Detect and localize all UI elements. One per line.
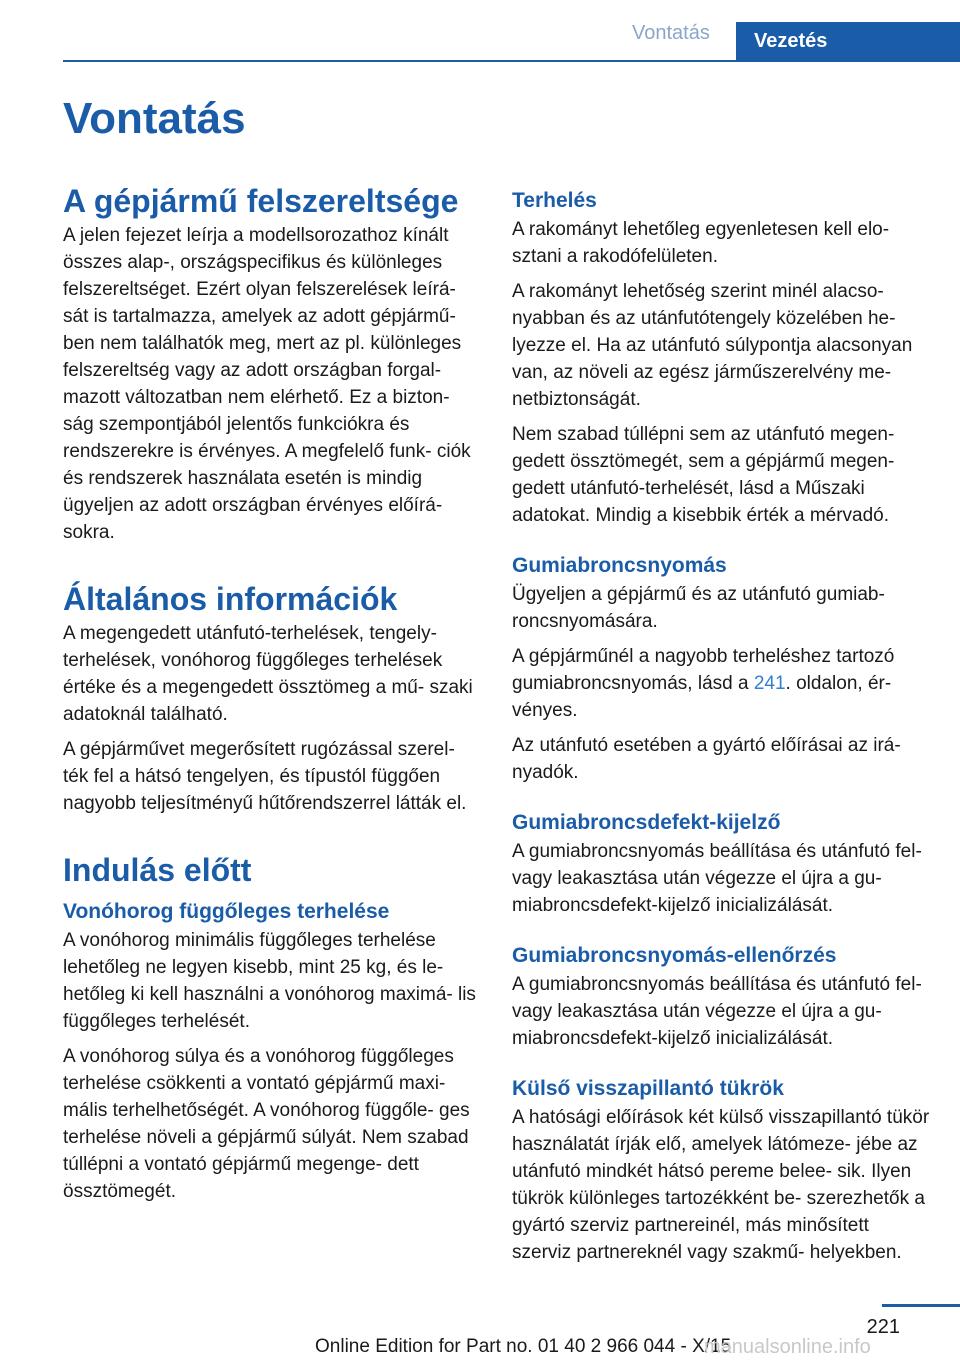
subsection-title-gumiabroncsnyomas: Gumiabroncsnyomás [512, 554, 727, 577]
subsection-title-terheles: Terhelés [512, 189, 597, 212]
paragraph: Ügyeljen a gépjármű és az utánfutó gumiab- roncsnyomására. [512, 584, 885, 632]
paragraph: A gumiabroncsnyomás beállítása és utánfutó fel- vagy leakasztása után végezze el újra a gu- miabroncsdefekt-kijelző inicializálását. [512, 974, 922, 1049]
paragraph: A hatósági előírások két külső visszapillantó tükör használatát írják elő, amelyek látómeze- jébe az utánfutó mindkét hátsó pereme belee- sik. Ilyen tükrök különleges tartozékként be- szerezhetők a gyártó szerviz partnereinél, más minősített szerviz partnereknél vagy szakmű- helyekben. [512, 1107, 930, 1263]
paragraph: A vonóhorog minimális függőleges terhelése lehetőleg ne legyen kisebb, mint 25 kg, és le- hetőleg ki kell használni a vonóhorog maximá- lis függőleges terhelését. [63, 930, 476, 1032]
paragraph: Nem szabad túllépni sem az utánfutó megen- gedett össztömegét, sem a gépjármű megen- gedett utánfutó-terhelését, lásd a Műszaki adatokat. Mindig a kisebbik érték a mérvadó. [512, 424, 895, 526]
paragraph: A gumiabroncsnyomás beállítása és utánfutó fel- vagy leakasztása után végezze el újra a gu- miabroncsdefekt-kijelző inicializálását. [512, 841, 922, 916]
paragraph: A rakományt lehetőleg egyenletesen kell elo- sztani a rakodófelületen. [512, 219, 890, 267]
header-rule [63, 60, 960, 62]
paragraph: Az utánfutó esetében a gyártó előírásai az irá- nyadók. [512, 735, 901, 783]
paragraph: A gépjárművet megerősített rugózással szerel- ték fel a hátsó tengelyen, és típustól függően nagyobb teljesítményű hűtőrendszerrel látták el. [63, 739, 467, 814]
paragraph: A megengedett utánfutó-terhelések, tengely- terhelések, vonóhorog függőleges terhelések értéke és a megengedett össztömeg a mű- szaki adatoknál található. [63, 623, 473, 725]
paragraph: A jelen fejezet leírja a modellsorozathoz kínált összes alap-, országspecifikus és különleges felszereltséget. Ezért olyan felszerelések leírá- sát is tartalmazza, amelyek az adott gépjármű- ben nem találhatók meg, mert az pl. különleges felszereltség vagy az adott országban forgal- mazott változatban nem elérhető. Ez a bizton- ság szempontjából jelentős funkciókra és rendszerekre is érvényes. A megfelelő funk- ciók és rendszerek használata esetén is mindig ügyeljen az adott országban érvényes előírá- sokra. [63, 225, 471, 543]
right-column [512, 186, 930, 1274]
page-title: Vontatás [63, 94, 246, 143]
header-section-prev: Vontatás [632, 22, 710, 44]
page-number: 221 [866, 1316, 900, 1338]
subsection-title-vonohorog: Vonóhorog függőleges terhelése [63, 900, 390, 923]
subsection-title-defekt: Gumiabroncsdefekt-kijelző [512, 811, 781, 834]
subsection-title-tukrok: Külső visszapillantó tükrök [512, 1077, 784, 1100]
paragraph: A rakományt lehetőség szerint minél alacso- nyabban és az utánfutótengely közelében he- lyezze el. Ha az utánfutó súlypontja alacsonyan van, az növeli az egész járműszerelvény me- netbiztonságát. [512, 281, 913, 410]
page-reference-link[interactable]: 241 [753, 673, 786, 694]
left-column [63, 180, 481, 1213]
paragraph-text: . oldalon, ér- vényes. [512, 673, 892, 721]
section-title-felszereltseg: A gépjármű felszereltsége [63, 183, 459, 219]
paragraph [512, 643, 930, 724]
section-title-altalanos: Általános információk [63, 581, 398, 617]
edition-note: Online Edition for Part no. 01 40 2 966 044 - X/15 [315, 1336, 732, 1357]
footer-rule [882, 1304, 960, 1307]
subsection-title-ellenorzes: Gumiabroncsnyomás-ellenőrzés [512, 944, 837, 967]
header-section-current: Vezetés [736, 22, 960, 62]
paragraph: A vonóhorog súlya és a vonóhorog függőleges terhelése csökkenti a vontató gépjármű maxi- mális terhelhetőségét. A vonóhorog függőle- ges terhelése növeli a gépjármű súlyát. Nem szabad túllépni a vontató gépjármű megenge- dett össztömegét. [63, 1046, 470, 1202]
paragraph-text: A gépjárműnél a nagyobb terheléshez tartozó gumiabroncsnyomás, lásd a [512, 646, 895, 694]
watermark: manualsonline.info [704, 1336, 871, 1358]
section-title-indulas: Indulás előtt [63, 852, 252, 888]
